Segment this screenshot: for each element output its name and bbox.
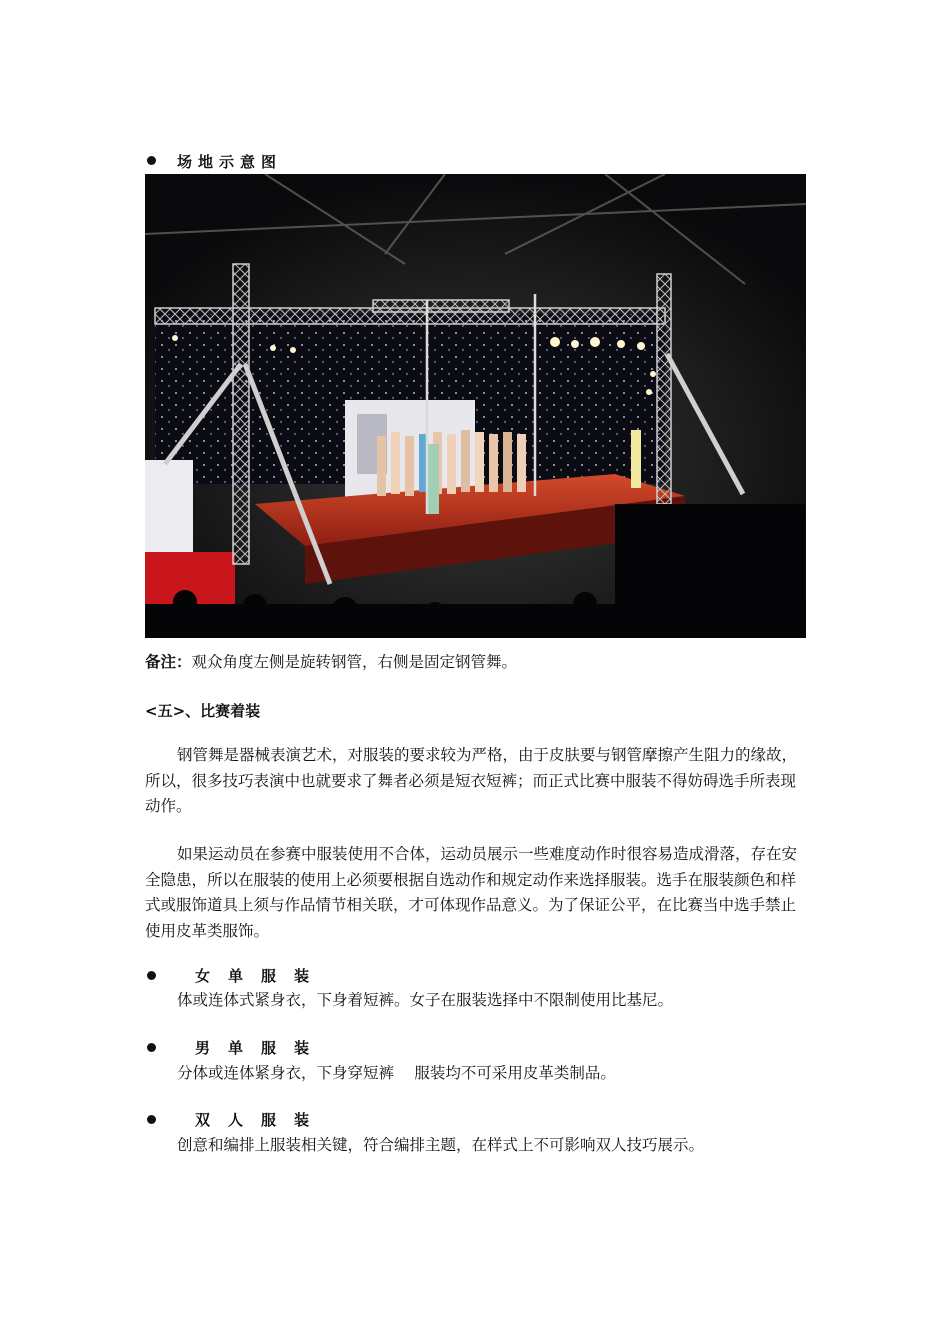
bullet-icon <box>147 1115 156 1124</box>
costume-title-men-single: 男单服装 <box>195 1039 328 1057</box>
costume-desc-women-single: 体或连体式紧身衣，下身着短裤。女子在服装选择中不限制使用比基尼。 <box>177 991 674 1009</box>
costume-desc-men-single: 分体或连体紧身衣，下身穿短裤 服装均不可采用皮革类制品。 <box>177 1064 616 1082</box>
venue-heading: 场地示意图 <box>177 153 283 171</box>
costume-heading: <五>、比赛着装 <box>145 702 261 720</box>
caption-label: 备注： <box>145 653 192 671</box>
costume-title-women-single: 女单服装 <box>195 967 328 985</box>
costume-title-pair: 双人服装 <box>195 1111 328 1129</box>
costume-desc-pair: 创意和编排上服装相关键，符合编排主题，在样式上不可影响双人技巧展示。 <box>177 1136 705 1154</box>
bullet-icon <box>147 1043 156 1052</box>
caption-text: 观众角度左侧是旋转钢管，右侧是固定钢管舞。 <box>191 653 518 671</box>
paragraph-2: 如果运动员在参赛中服装使用不合体，运动员展示一些难度动作时很容易造成滑落，存在安全隐患，所以在服装的使用上必须要根据自选动作和规定动作来选择服装。选手在服装颜色和样式或服饰道具上须与作品情节相关联，才可体现作品意义。为了保证公平，在比赛当中选手禁止使用皮革类服饰。 <box>145 845 798 940</box>
bullet-icon <box>147 971 156 980</box>
bullet-icon <box>147 156 156 165</box>
photo-caption <box>145 650 517 675</box>
paragraph-1: 钢管舞是器械表演艺术，对服装的要求较为严格，由于皮肤要与钢管摩擦产生阻力的缘故，所以，很多技巧表演中也就要求了舞者必须是短衣短裤；而正式比赛中服装不得妨碍选手所表现动作。 <box>145 746 798 815</box>
stage-photo <box>145 174 806 638</box>
